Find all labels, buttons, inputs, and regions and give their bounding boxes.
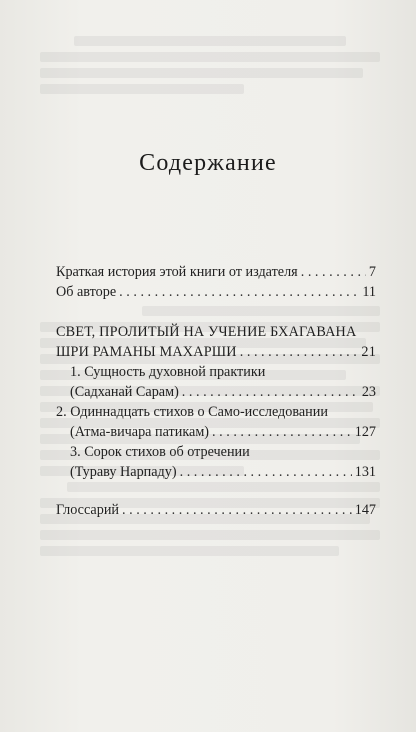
toc-leader-dots [180,462,352,482]
toc-entry-label: (Садханай Сарам) [70,384,179,400]
toc-entry-label: 1. Сущность духовной практики [70,364,266,380]
toc-leader-dots [122,500,352,520]
toc-entry-ch1-line2 [70,382,376,402]
toc-entry-ch2-line1 [56,402,376,422]
toc-entry-page: 131 [354,464,376,480]
toc-leader-dots [301,262,366,282]
toc-entry-label: СВЕТ, ПРОЛИТЫЙ НА УЧЕНИЕ БХАГАВАНА [56,324,357,340]
toc-entry-part-title-line1 [56,322,376,342]
toc-entry-label: (Атма-вичара патикам) [70,424,210,440]
toc-entry-page: 147 [354,502,376,518]
page-title: Содержание [139,150,277,176]
toc-entry-ch1-line1 [70,362,376,382]
toc-entry-ch3-line2 [70,462,376,482]
toc-entry-label: ШРИ РАМАНЫ МАХАРШИ [56,344,237,360]
toc-entry-page: 127 [354,424,376,440]
toc-entry-label: Глоссарий [56,502,120,518]
toc-leader-dots [119,282,359,302]
toc-entry-author [56,282,376,302]
toc-leader-dots [182,382,359,402]
toc-leader-dots [212,422,352,442]
toc-entry-label: 3. Сорок стихов об отречении [70,444,250,460]
toc-entry-page: 23 [361,384,376,400]
toc-entry-ch2-line2 [70,422,376,442]
toc-entry-part-title-line2 [56,342,376,362]
toc-entry-label: (Тураву Нарпаду) [70,464,177,480]
toc-entry-page: 11 [362,284,376,300]
toc-entry-label: Краткая история этой книги от издателя [56,264,298,280]
toc-entry-page: 21 [361,344,376,360]
toc-entry-label: Об авторе [56,284,117,300]
show-through-top [40,30,380,110]
toc-entry-page: 7 [368,264,376,280]
toc-entry-ch3-line1 [70,442,376,462]
toc-entry-label: 2. Одиннадцать стихов о Само-исследовании [56,404,328,420]
toc-entry-glossary [56,500,376,520]
toc-entry-history [56,262,376,282]
toc-leader-dots [240,342,359,362]
